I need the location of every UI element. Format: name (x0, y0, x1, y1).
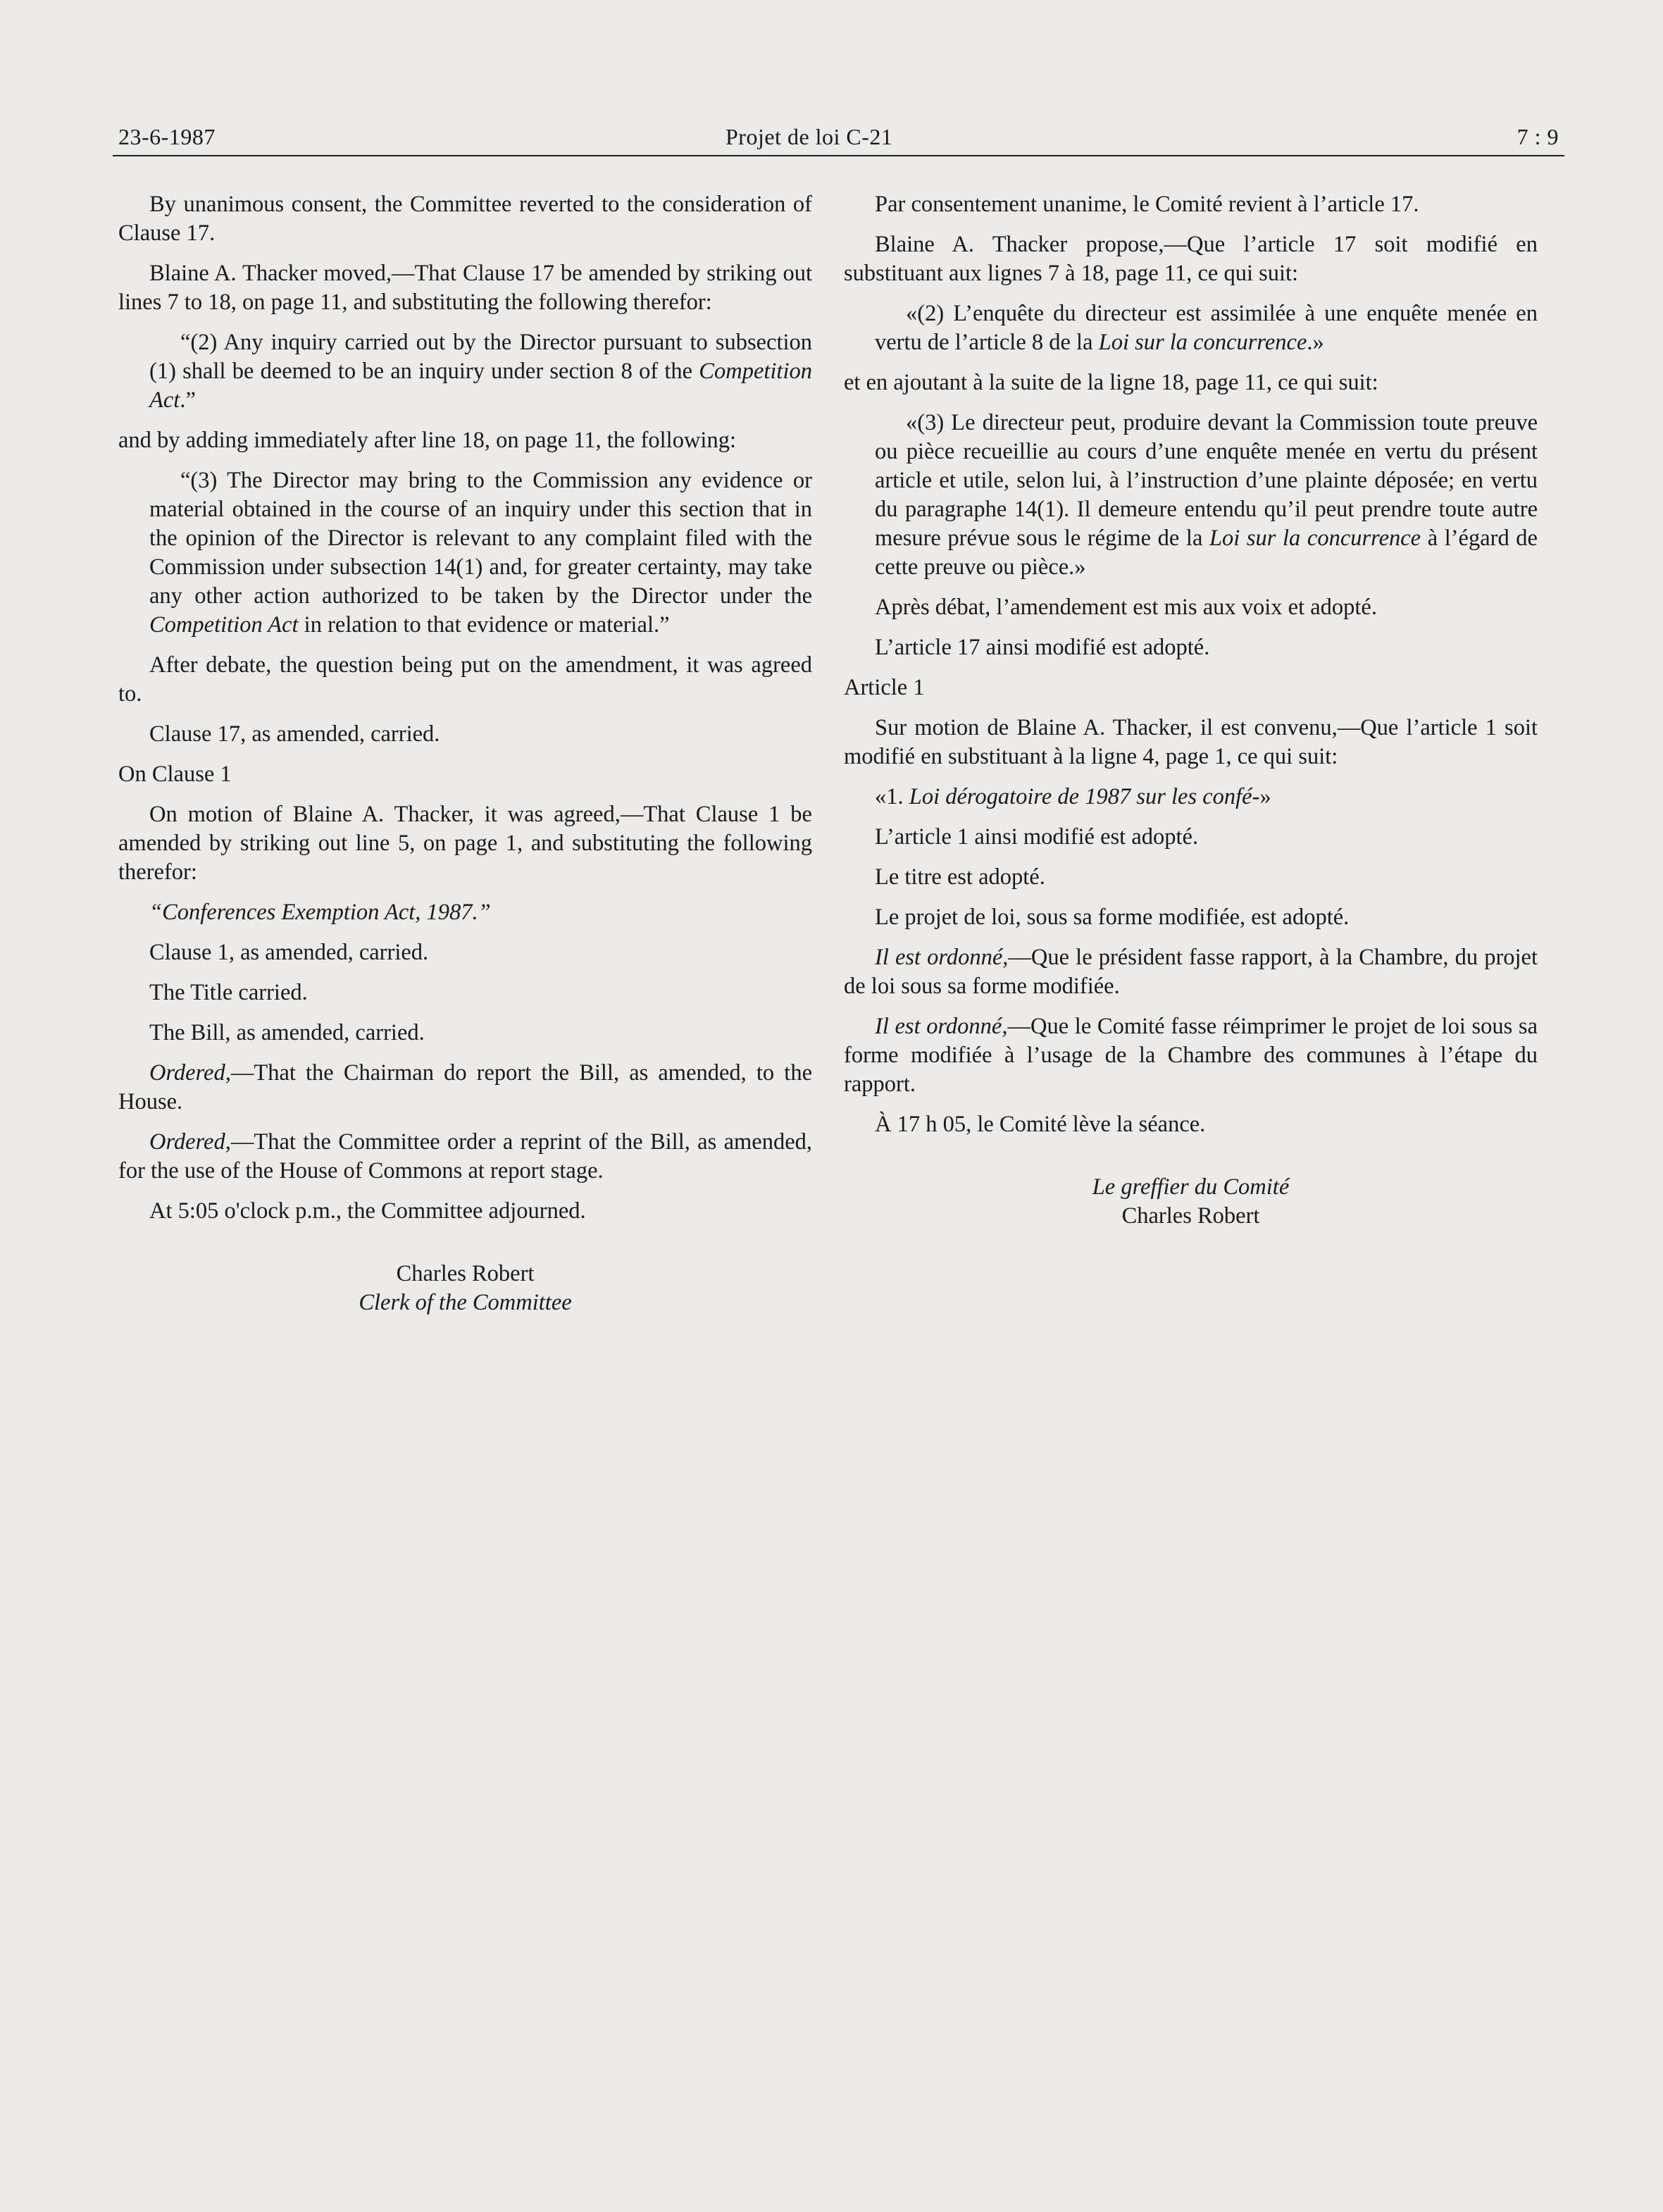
paragraph: The Bill, as amended, carried. (149, 1020, 425, 1045)
paragraph: and by adding immediately after line 18, on page 11, the following: (118, 428, 736, 453)
paragraph: Sur motion de Blaine A. Thacker, il est convenu,—Que l’article 1 soit modifié en substituant à la ligne 4, page 1, ce qui suit: (844, 715, 1538, 769)
header-page-number: 7 : 9 (1516, 124, 1559, 149)
paragraph: Blaine A. Thacker propose,—Que l’article 17 soit modifié en substituant aux lignes 7 à 18, page 11, ce qui suit: (844, 232, 1538, 286)
signature-name: Charles Robert (1121, 1203, 1260, 1229)
paragraph: Le projet de loi, sous sa forme modifiée, est adopté. (875, 905, 1350, 930)
paragraph: Après débat, l’amendement est mis aux voix et adopté. (875, 595, 1377, 620)
signature-title: Clerk of the Committee (359, 1290, 572, 1315)
paragraph: Il est ordonné,—Que le Comité fasse réimprimer le projet de loi sous sa forme modifiée à l’usage de la Chambre des communes à l’étape du rapport. (844, 1014, 1538, 1097)
header-title: Projet de loi C-21 (725, 124, 893, 149)
paragraph: Il est ordonné,—Que le président fasse rapport, à la Chambre, du projet de loi sous sa forme modifiée. (844, 945, 1538, 999)
paragraph: À 17 h 05, le Comité lève la séance. (875, 1112, 1206, 1137)
quoted-amendment: “(2) Any inquiry carried out by the Director pursuant to subsection (1) shall be deemed to be an inquiry under section 8 of the Competition Act.” (149, 330, 812, 413)
paragraph: At 5:05 o'clock p.m., the Committee adjourned. (149, 1198, 586, 1224)
section-heading: On Clause 1 (118, 762, 232, 787)
paragraph: L’article 17 ainsi modifié est adopté. (875, 635, 1210, 660)
quoted-amendment: «(3) Le directeur peut, produire devant la Commission toute preuve ou pièce recueillie au cours d’une enquête menée en vertu du présent article et utile, selon lui, à l’instruction d’une plainte déposée; en vertu du paragraphe 14(1). Il demeure entendu qu’il peut prendre toute autre mesure prévue sous le régime de la Loi sur la concurrence à l’égard de cette preuve ou pièce.» (875, 410, 1538, 580)
english-column (118, 190, 812, 1317)
paragraph: Blaine A. Thacker moved,—That Clause 17 be amended by striking out lines 7 to 18, on page 11, and substituting the following therefor: (118, 261, 812, 315)
paragraph: By unanimous consent, the Committee reverted to the consideration of Clause 17. (118, 192, 812, 246)
quoted-amendment: “Conferences Exemption Act, 1987.” (149, 900, 491, 925)
quoted-amendment: «1. Loi dérogatoire de 1987 sur les confé-» (875, 784, 1271, 809)
section-heading: Article 1 (844, 675, 925, 700)
paragraph: et en ajoutant à la suite de la ligne 18, page 11, ce qui suit: (844, 370, 1378, 395)
header-rule (113, 155, 1564, 156)
quoted-amendment: «(2) L’enquête du directeur est assimilée à une enquête menée en vertu de l’article 8 de la Loi sur la concurrence.» (875, 301, 1538, 355)
paragraph: Ordered,—That the Committee order a reprint of the Bill, as amended, for the use of the House of Commons at report stage. (118, 1129, 812, 1183)
paragraph: Par consentement unanime, le Comité revient à l’article 17. (875, 192, 1419, 217)
quoted-amendment: “(3) The Director may bring to the Commission any evidence or material obtained in the course of an inquiry under this section that in the opinion of the Director is relevant to any complaint filed with the Commission under subsection 14(1) and, for greater certainty, may take any other action authorized to be taken by the Director under the Competition Act in relation to that evidence or material.” (149, 468, 812, 638)
paragraph: Le titre est adopté. (875, 864, 1045, 890)
paragraph: Ordered,—That the Chairman do report the Bill, as amended, to the House. (118, 1060, 812, 1114)
paragraph: On motion of Blaine A. Thacker, it was agreed,—That Clause 1 be amended by striking out line 5, on page 1, and substituting the following therefor: (118, 802, 812, 885)
signature-name: Charles Robert (396, 1261, 535, 1286)
signature-title: Le greffier du Comité (1092, 1174, 1290, 1200)
header-date: 23-6-1987 (118, 124, 216, 149)
paragraph: After debate, the question being put on the amendment, it was agreed to. (118, 652, 812, 707)
paragraph: L’article 1 ainsi modifié est adopté. (875, 824, 1199, 850)
paragraph: Clause 1, as amended, carried. (149, 940, 429, 965)
paragraph: The Title carried. (149, 980, 308, 1005)
paragraph: Clause 17, as amended, carried. (149, 721, 440, 747)
french-column (844, 190, 1538, 1231)
